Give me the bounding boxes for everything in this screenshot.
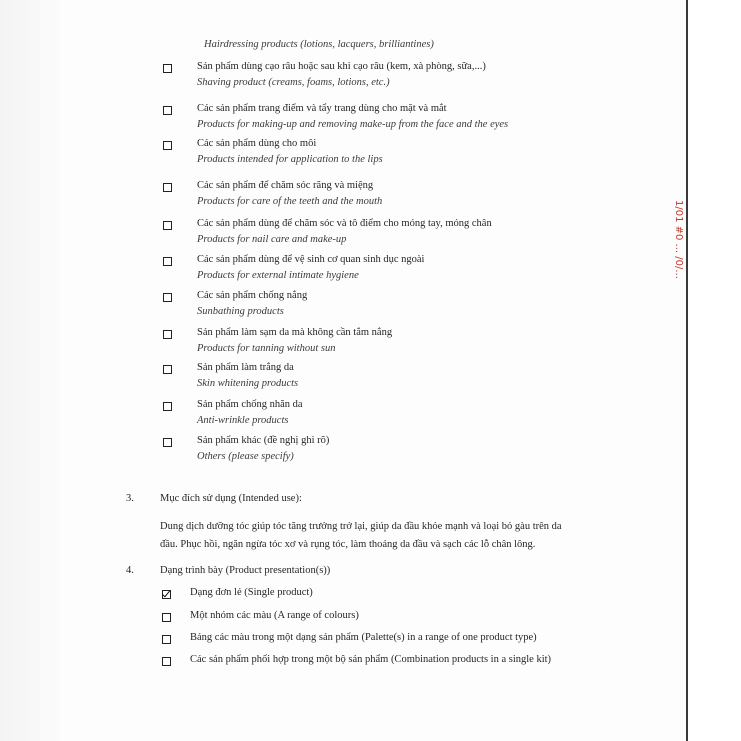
category-checkbox[interactable]: [163, 221, 172, 230]
category-checkbox[interactable]: [163, 365, 172, 374]
category-label-en: Products for nail care and make-up: [197, 234, 347, 245]
presentation-option-label: Dạng đơn lẻ (Single product): [190, 587, 313, 598]
presentation-checkbox[interactable]: [162, 635, 171, 644]
category-label-en: Products for care of the teeth and the mouth: [197, 196, 383, 207]
category-checkbox[interactable]: [163, 402, 172, 411]
category-label-vi: Các sản phẩm dùng để chăm sóc và tô điểm cho móng tay, móng chân: [197, 218, 492, 229]
category-label-vi: Sản phẩm chống nhăn da: [197, 399, 303, 410]
category-label-vi: Các sản phẩm trang điểm và tẩy trang dùng cho mặt và mắt: [197, 103, 447, 114]
section-4-number: 4.: [126, 565, 134, 576]
category-label-vi: Sản phẩm khác (đề nghị ghi rõ): [197, 435, 330, 446]
presentation-checkbox[interactable]: [162, 657, 171, 666]
category-checkbox[interactable]: [163, 106, 172, 115]
presentation-option-label: Bảng các màu trong một dạng sản phẩm (Palette(s) in a range of one product type): [190, 632, 537, 643]
category-label-en: Products for making-up and removing make-up from the face and the eyes: [197, 119, 509, 130]
category-label-en: Hairdressing products (lotions, lacquers, brilliantines): [204, 39, 434, 50]
scan-shadow: [0, 0, 60, 741]
section-3-number: 3.: [126, 493, 134, 504]
presentation-checkbox[interactable]: [162, 590, 171, 599]
category-checkbox[interactable]: [163, 330, 172, 339]
category-label-vi: Các sản phẩm để chăm sóc răng và miệng: [197, 180, 374, 191]
category-label-vi: Các sản phẩm chống nắng: [197, 290, 308, 301]
category-label-en: Others (please specify): [197, 451, 294, 462]
section-4-heading: Dạng trình bày (Product presentation(s)): [160, 565, 331, 576]
margin-note-text: 1/01 #0 ... /0/...: [673, 200, 684, 279]
section-3-heading: Mục đích sử dụng (Intended use):: [160, 493, 302, 504]
category-label-vi: Các sản phẩm dùng cho môi: [197, 138, 317, 149]
category-label-vi: Sản phẩm dùng cạo râu hoặc sau khi cạo râu (kem, xà phòng, sữa,...): [197, 61, 486, 72]
category-checkbox[interactable]: [163, 257, 172, 266]
category-label-vi: Sản phẩm làm sạm da mà không cần tắm nắng: [197, 327, 393, 338]
category-label-en: Products for external intimate hygiene: [197, 270, 359, 281]
category-label-vi: Sản phẩm làm trắng da: [197, 362, 294, 373]
presentation-checkbox[interactable]: [162, 613, 171, 622]
category-checkbox[interactable]: [163, 293, 172, 302]
category-checkbox[interactable]: [163, 64, 172, 73]
category-label-en: Products intended for application to the lips: [197, 154, 383, 165]
category-label-en: Skin whitening products: [197, 378, 299, 389]
section-3-text-line-2: đầu. Phục hồi, ngăn ngừa tóc xơ và rụng tóc, làm thoáng da đầu và sạch các lỗ chân lông.: [160, 539, 536, 550]
section-3-text-line-1: Dung dịch dưỡng tóc giúp tóc tăng trưởng trở lại, giúp da đầu khỏe mạnh và loại bỏ gàu trên da: [160, 521, 562, 532]
category-label-en: Products for tanning without sun: [197, 343, 336, 354]
handwritten-margin-note: [666, 200, 706, 420]
presentation-option-label: Các sản phẩm phối hợp trong một bộ sản phẩm (Combination products in a single kit): [190, 654, 552, 665]
category-label-vi: Các sản phẩm dùng để vệ sinh cơ quan sinh dục ngoài: [197, 254, 425, 265]
category-checkbox[interactable]: [163, 438, 172, 447]
category-checkbox[interactable]: [163, 183, 172, 192]
category-label-en: Anti-wrinkle products: [197, 415, 289, 426]
category-label-en: Shaving product (creams, foams, lotions, etc.): [197, 77, 390, 88]
category-label-en: Sunbathing products: [197, 306, 284, 317]
category-checkbox[interactable]: [163, 141, 172, 150]
presentation-option-label: Một nhóm các màu (A range of colours): [190, 610, 359, 621]
